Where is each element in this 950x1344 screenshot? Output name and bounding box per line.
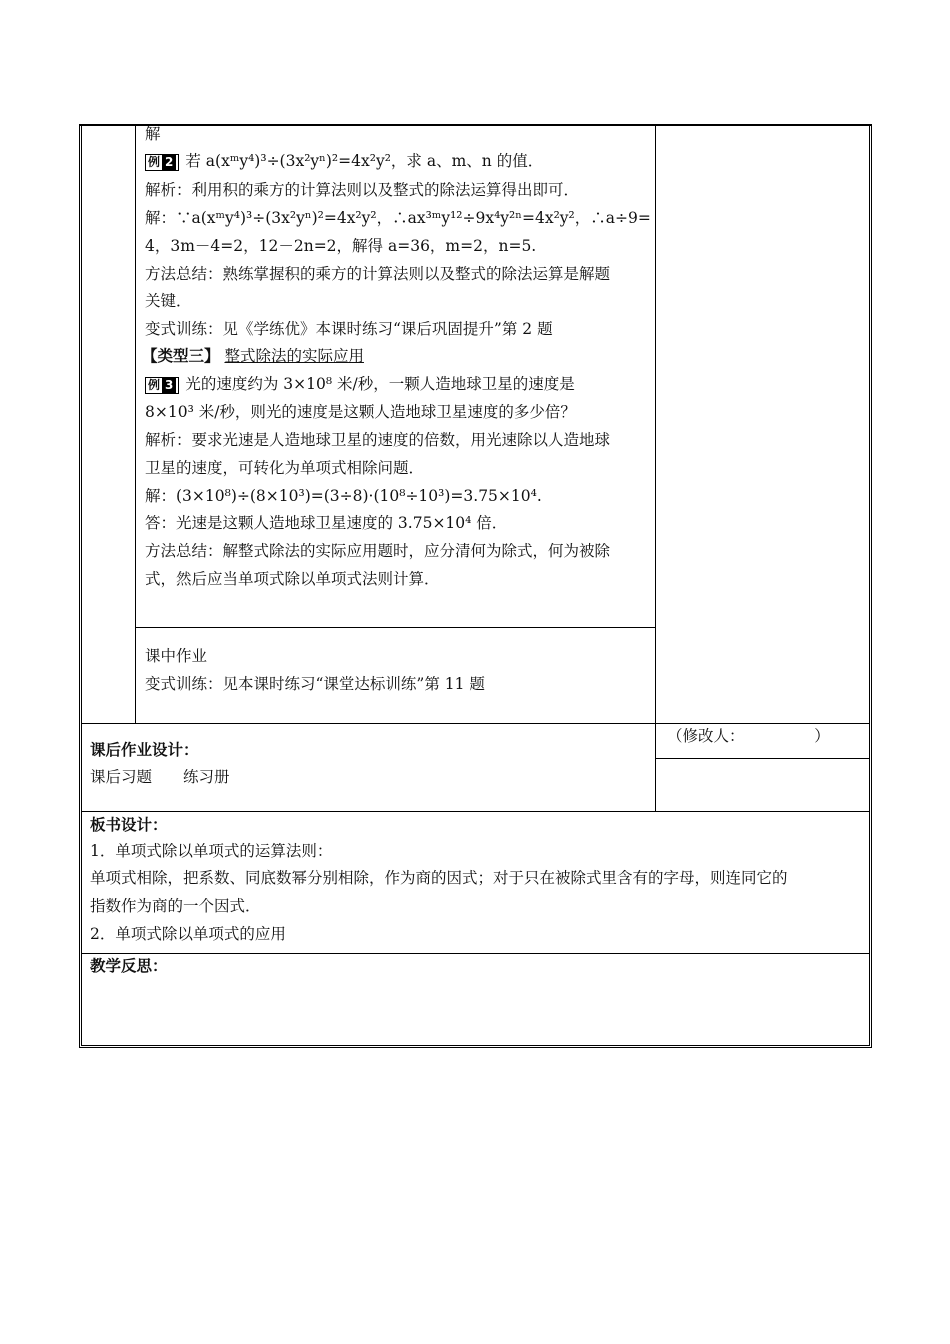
type-3-heading: [142, 346, 364, 366]
row-divider-reflection: [82, 953, 869, 954]
example-3-method-line2: 式，然后应当单项式除以单项式法则计算．: [145, 570, 440, 588]
board-design-label: 板书设计：: [90, 816, 168, 834]
homework-label: 课后作业设计：: [90, 741, 199, 759]
example-3-method-line1: 方法总结：解整式除法的实际应用题时，应分清何为除式，何为被除: [145, 542, 611, 560]
reflection-label: 教学反思：: [90, 957, 168, 975]
board-line-4: 2．单项式除以单项式的应用: [90, 925, 286, 943]
board-line-2: 单项式相除，把系数、同底数幂分别相除，作为商的因式；对于只在被除式里含有的字母，则连同它的: [90, 869, 788, 887]
class-work-title: 课中作业: [145, 647, 208, 665]
reviser-field: （修改人： ）: [667, 727, 830, 745]
type-3-tag: 【类型三】: [142, 347, 220, 365]
example-2-question: 例 2 若 a(xᵐy⁴)³÷(3x²yⁿ)²=4x²y²，求 a、m、n 的值．: [145, 151, 543, 171]
example-2-solution-line2: 4，3m－4=2，12－2n=2，解得 a=36，m=2，n=5.: [145, 237, 537, 255]
row-divider-reviser: [655, 758, 869, 759]
row-divider-board: [82, 811, 869, 812]
type-3-title: 整式除法的实际应用: [224, 347, 364, 365]
example-3-question-line1: 例 3 光的速度约为 3×10⁸ 米/秒，一颗人造地球卫星的速度是: [145, 374, 575, 394]
example-2-practice: 变式训练：见《学练优》本课时练习“课后巩固提升”第 2 题: [145, 320, 553, 338]
homework-content: 课后习题 练习册: [90, 768, 230, 786]
example-2-method-line1: 方法总结：熟练掌握积的乘方的计算法则以及整式的除法运算是解题: [145, 265, 611, 283]
example-2-analysis: 解析：利用积的乘方的计算法则以及整式的除法运算得出即可．: [145, 181, 580, 199]
example-2-solution-line1: 解：∵a(xᵐy⁴)³÷(3x²yⁿ)²=4x²y²，∴ax³ᵐy¹²÷9x⁴y²ⁿ=4x²y²，∴a÷9=: [145, 209, 651, 227]
top-border: [79, 124, 872, 126]
example-2-badge: 例 2: [145, 154, 179, 171]
example-3-solution: 解：(3×10⁸)÷(8×10³)=(3÷8)·(10⁸÷10³)=3.75×10⁴.: [145, 487, 542, 505]
col-divider-right: [655, 124, 656, 812]
row-divider-homework: [82, 723, 869, 724]
class-work-practice: 变式训练：见本课时练习“课堂达标训练”第 11 题: [145, 675, 485, 693]
board-line-1: 1．单项式除以单项式的运算法则：: [90, 842, 333, 860]
row-divider-classwork: [135, 627, 656, 628]
example-3-answer: 答：光速是这颗人造地球卫星速度的 3.75×10⁴ 倍．: [145, 514, 508, 532]
example-3-badge: 例 3: [145, 377, 179, 394]
solve-label: 解: [145, 125, 161, 143]
example-2-method-line2: 关键．: [145, 292, 192, 310]
col-divider-left: [135, 124, 136, 724]
example-3-analysis-line2: 卫星的速度，可转化为单项式相除问题．: [145, 459, 425, 477]
example-3-analysis-line1: 解析：要求光速是人造地球卫星的速度的倍数，用光速除以人造地球: [145, 431, 611, 449]
example-3-question-line2: 8×10³ 米/秒，则光的速度是这颗人造地球卫星速度的多少倍？: [145, 403, 576, 421]
board-line-3: 指数作为商的一个因式．: [90, 897, 261, 915]
